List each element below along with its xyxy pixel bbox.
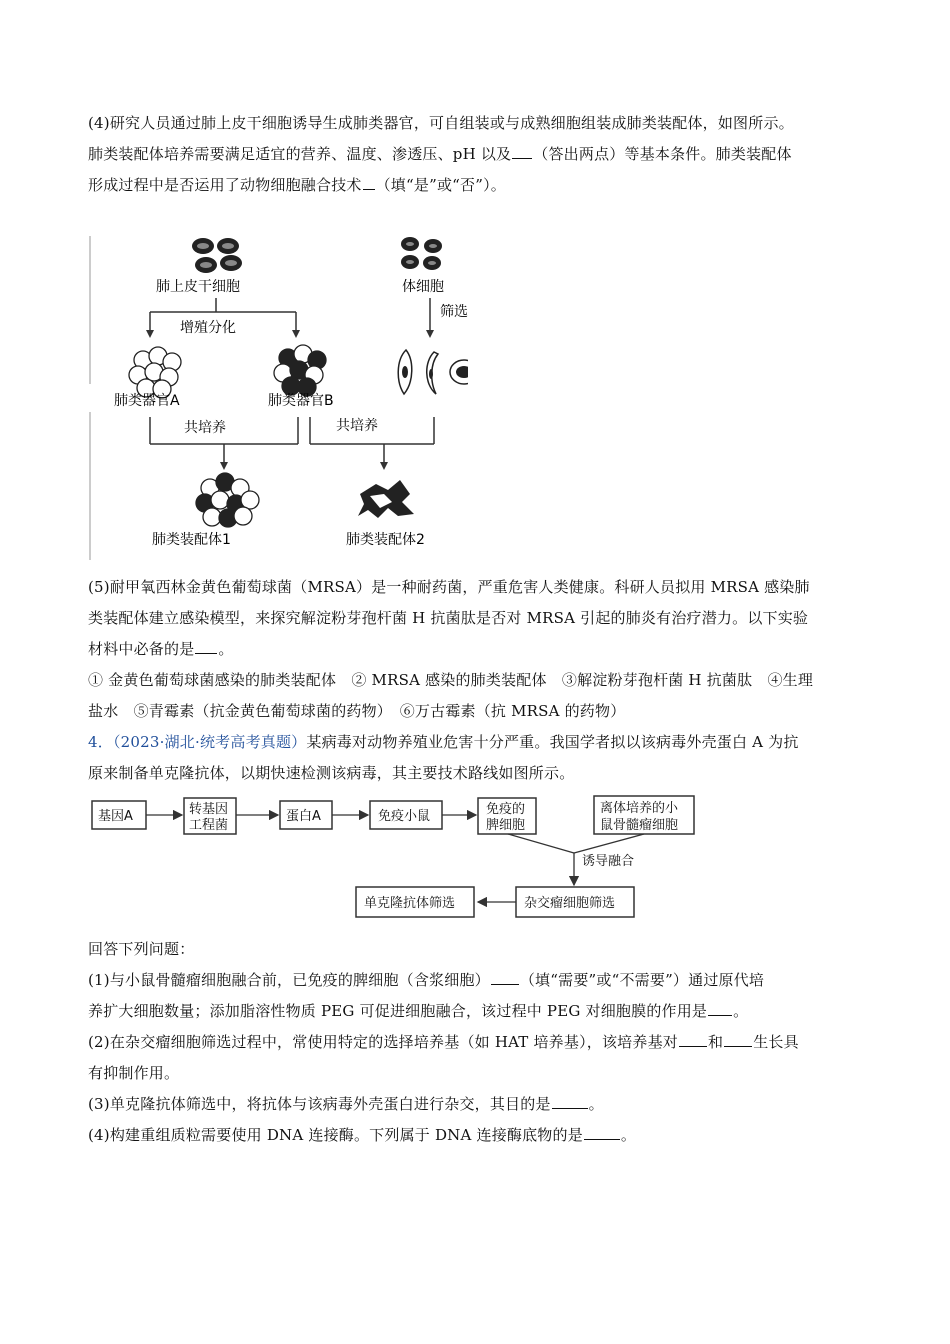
answer-blank[interactable] <box>584 1125 620 1140</box>
question-4-stem-line1: 4．（2023·湖北·统考高考真题）某病毒对动物养殖业危害十分严重。我国学者拟以该病毒外壳蛋白 A 为抗 <box>88 733 799 751</box>
label-induced-fusion: 诱导融合 <box>582 854 635 869</box>
answer-blank[interactable] <box>724 1032 752 1047</box>
question-number: 4． <box>88 733 113 751</box>
label-spleen-1: 免疫的 <box>486 802 526 817</box>
figure-lung-assembloid <box>88 232 468 562</box>
assembloid-2-icon <box>358 480 414 518</box>
label-organoid-a: 肺类器官A <box>114 393 180 409</box>
answer-blank[interactable] <box>708 1001 732 1016</box>
label-engineered-1: 转基因 <box>189 802 229 817</box>
paragraph-part5-line3: 材料中必备的是 。 <box>88 640 234 658</box>
label-organoid-b: 肺类器官B <box>268 393 334 409</box>
label-myeloma-1: 离体培养的小 <box>600 801 679 816</box>
organoid-b-icon <box>274 345 326 396</box>
screened-cells-icon <box>398 350 468 394</box>
part2-line2: 有抑制作用。 <box>88 1064 180 1082</box>
answer-blank[interactable] <box>552 1094 588 1109</box>
answer-blank[interactable] <box>195 639 217 654</box>
label-stem-cell: 肺上皮干细胞 <box>156 279 240 295</box>
answer-blank[interactable] <box>363 175 375 190</box>
paragraph-part5-line1: (5)耐甲氧西林金黄色葡萄球菌（MRSA）是一种耐药菌，严重危害人类健康。科研人员拟用 MRSA 感染肺 <box>88 578 810 596</box>
part1-line1: (1)与小鼠骨髓瘤细胞融合前，已免疫的脾细胞（含浆细胞） （填“需要”或“不需要”）通过原代培 <box>88 971 765 989</box>
options-line1: ① 金黄色葡萄球菌感染的肺类装配体 ② MRSA 感染的肺类装配体 ③解淀粉芽孢杆菌 H 抗菌肽 ④生理 <box>88 671 814 689</box>
part3: (3)单克隆抗体筛选中，将抗体与该病毒外壳蛋白进行杂交，其目的是 。 <box>88 1095 604 1113</box>
label-gene-a: 基因A <box>98 809 133 824</box>
question-source: （2023·湖北·统考高考真题） <box>112 733 307 751</box>
figure-monoclonal-flowchart <box>88 793 698 923</box>
question-part5 <box>88 572 868 789</box>
label-assembloid-1: 肺类装配体1 <box>152 532 231 548</box>
label-antibody-screening: 单克隆抗体筛选 <box>364 896 456 911</box>
question-4-stem-line2: 原来制备单克隆抗体，以期快速检测该病毒，其主要技术路线如图所示。 <box>88 764 575 782</box>
label-spleen-2: 脾细胞 <box>486 818 526 833</box>
options-line2: 盐水 ⑤青霉素（抗金黄色葡萄球菌的药物） ⑥万古霉素（抗 MRSA 的药物） <box>88 702 626 720</box>
answer-blank[interactable] <box>491 970 519 985</box>
part1-line2: 养扩大细胞数量；添加脂溶性物质 PEG 可促进细胞融合，该过程中 PEG 对细胞膜的作用是 。 <box>88 1002 749 1020</box>
label-myeloma-2: 鼠骨髓瘤细胞 <box>600 818 679 833</box>
answer-blank[interactable] <box>512 144 532 159</box>
label-protein-a: 蛋白A <box>286 809 321 824</box>
paragraph-part4-line1: (4)研究人员通过肺上皮干细胞诱导生成肺类器官，可自组装或与成熟细胞组装成肺类装配体，如图所示。 <box>88 114 794 132</box>
answer-blank[interactable] <box>679 1032 707 1047</box>
assembloid-1-icon <box>196 473 259 527</box>
paragraph-part4-line3: 形成过程中是否运用了动物细胞融合技术 （填“是”或“否”）。 <box>88 176 506 194</box>
label-somatic-cell: 体细胞 <box>402 279 444 295</box>
label-coculture-1: 共培养 <box>184 420 226 436</box>
part2-line1: (2)在杂交瘤细胞筛选过程中，常使用特定的选择培养基（如 HAT 培养基），该培养基对 和 生长具 <box>88 1033 799 1051</box>
label-screen: 筛选 <box>440 304 468 320</box>
somatic-cell-cluster-icon <box>401 237 442 270</box>
part4: (4)构建重组质粒需要使用 DNA 连接酶。下列属于 DNA 连接酶底物的是 。 <box>88 1126 637 1144</box>
stem-cell-cluster-icon <box>192 238 242 273</box>
label-engineered-2: 工程菌 <box>189 818 229 833</box>
answer-intro: 回答下列问题： <box>88 940 195 958</box>
label-proliferate: 增殖分化 <box>180 320 236 336</box>
label-hybridoma-screening: 杂交瘤细胞筛选 <box>524 896 616 911</box>
label-coculture-2: 共培养 <box>336 418 378 434</box>
label-assembloid-2: 肺类装配体2 <box>346 532 425 548</box>
label-immunized-mouse: 免疫小鼠 <box>378 809 431 824</box>
document-body <box>88 108 868 201</box>
question-4-parts <box>88 934 868 1151</box>
paragraph-part5-line2: 类装配体建立感染模型，来探究解淀粉芽孢杆菌 H 抗菌肽是否对 MRSA 引起的肺炎有治疗潜力。以下实验 <box>88 609 809 627</box>
organoid-a-icon <box>129 347 181 398</box>
paragraph-part4-line2: 肺类装配体培养需要满足适宜的营养、温度、渗透压、pH 以及 （答出两点）等基本条件。肺类装配体 <box>88 145 792 163</box>
